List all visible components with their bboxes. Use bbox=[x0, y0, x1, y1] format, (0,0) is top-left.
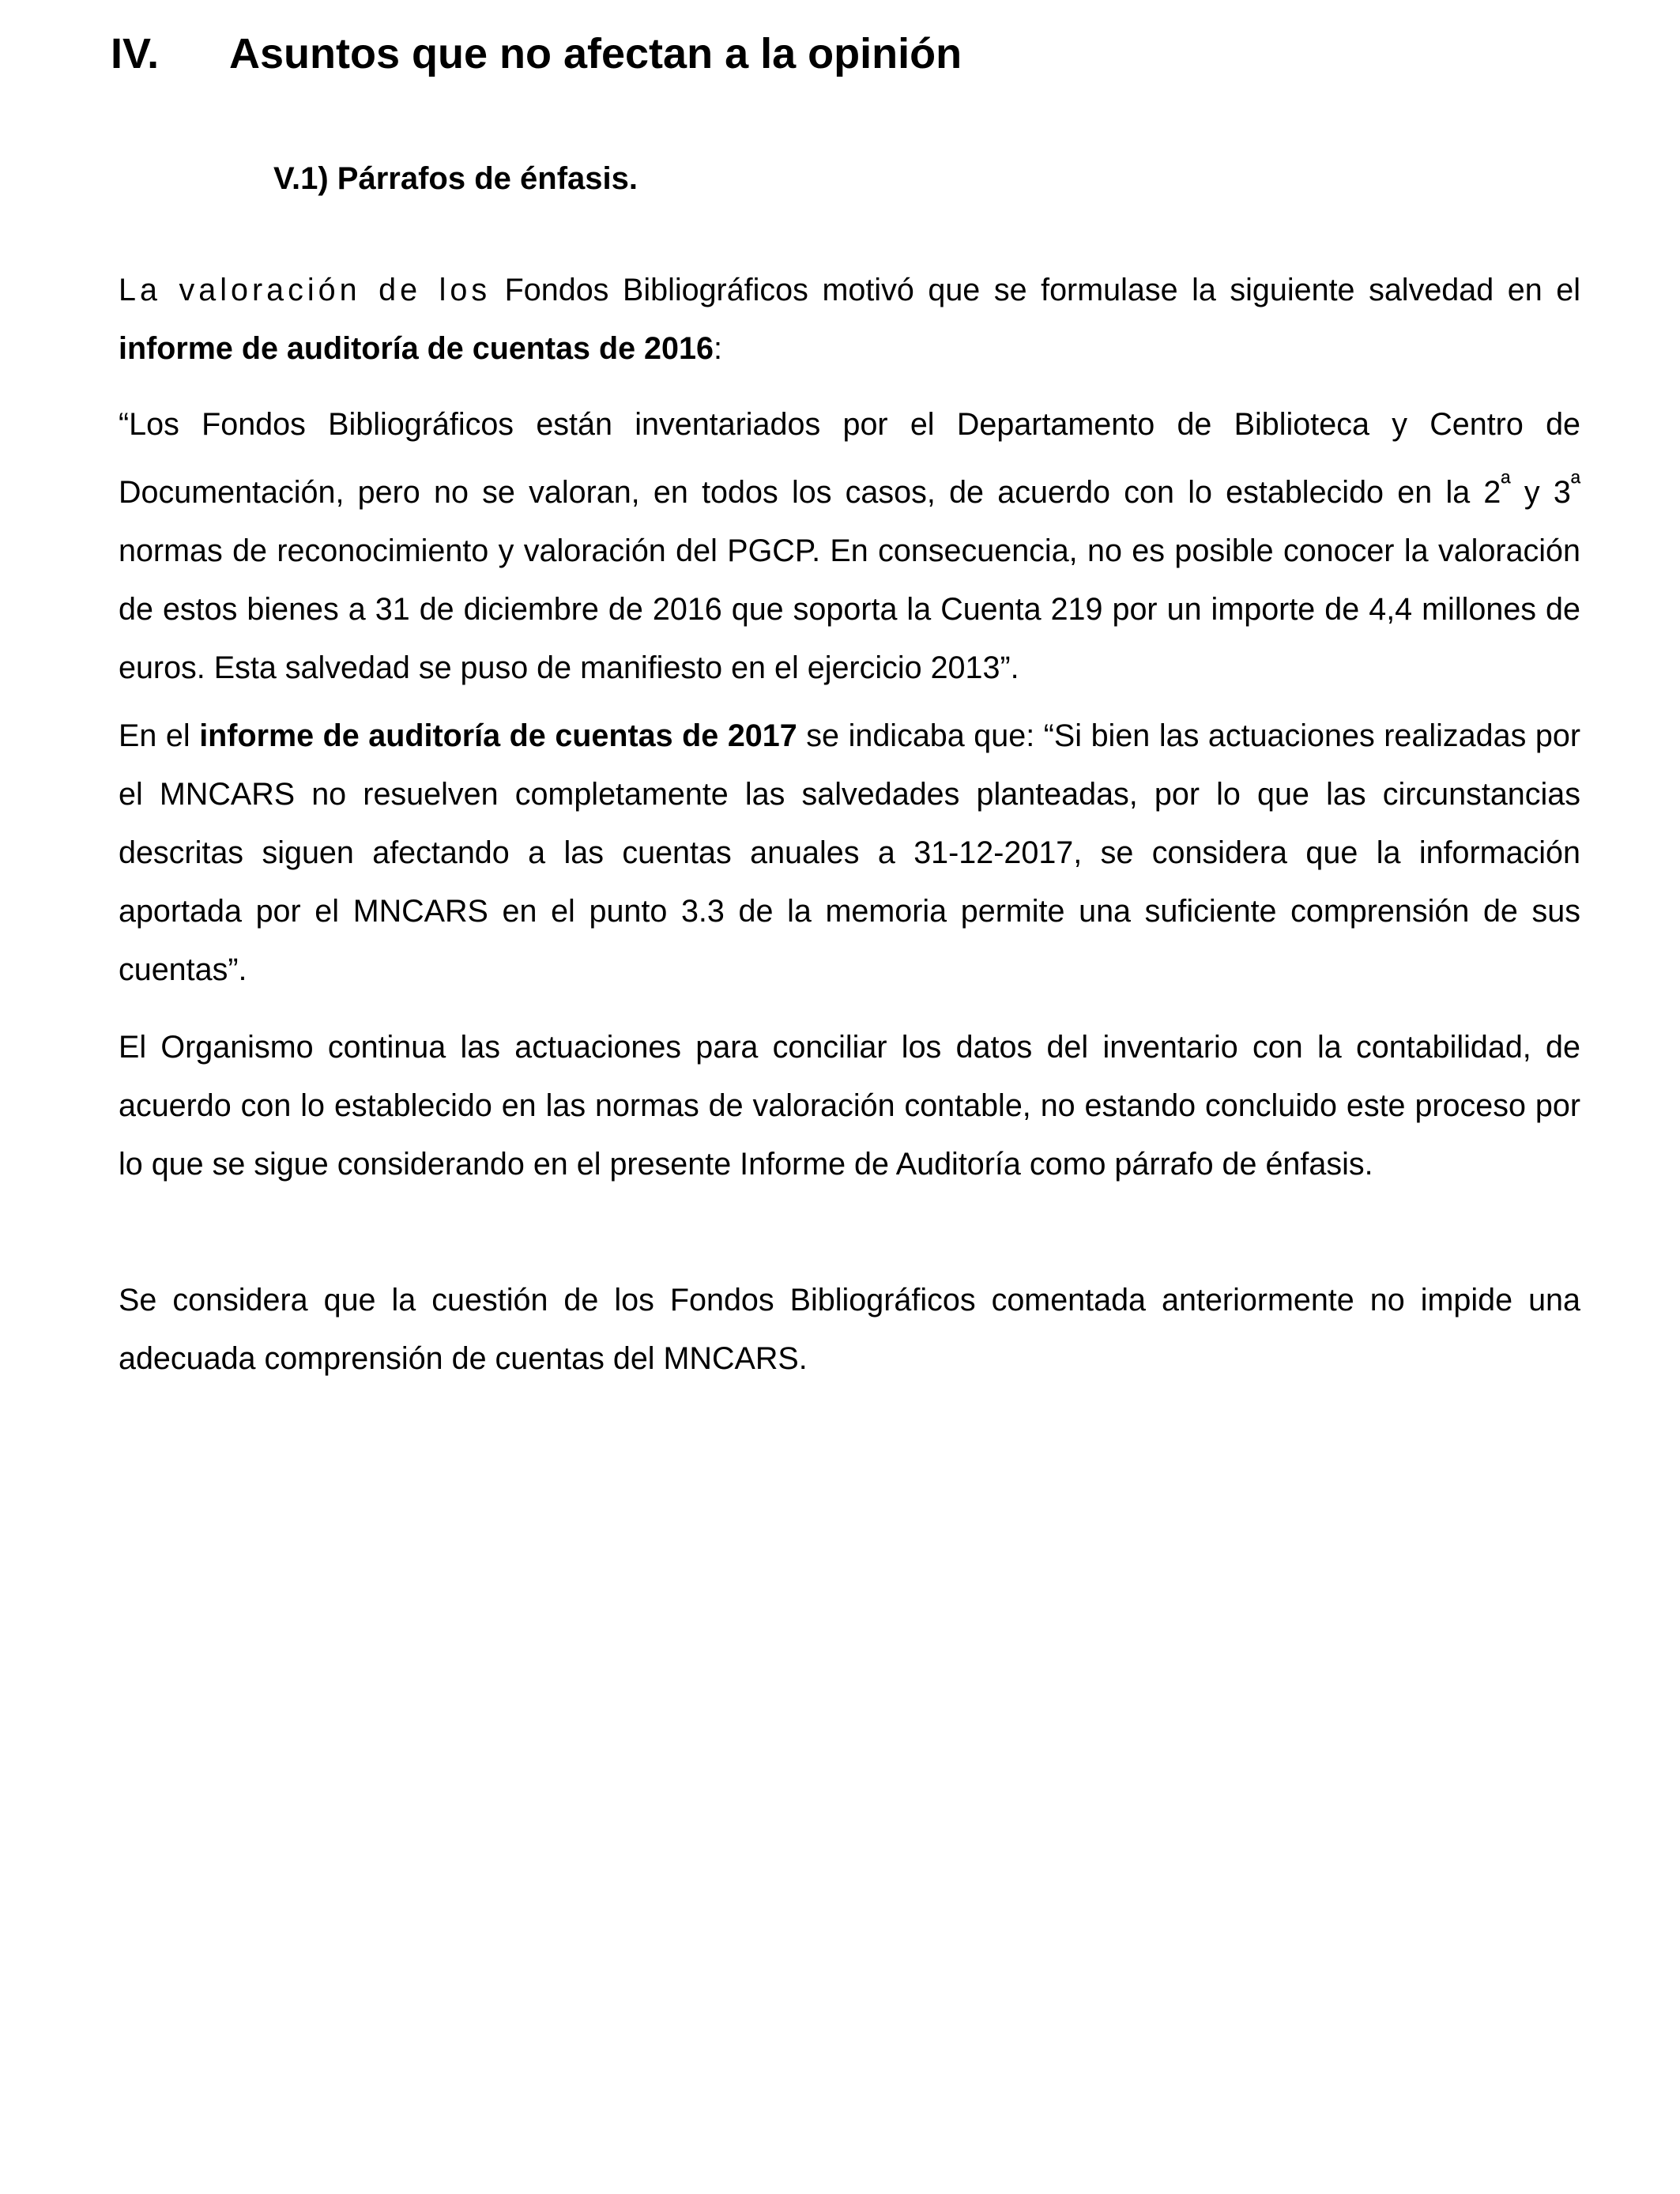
paragraph-intro-spaced: La valoración de los bbox=[119, 273, 492, 307]
paragraph-text: Fondos Bibliográficos motivó que se formulase la siguiente salvedad en el bbox=[491, 273, 1580, 307]
subsection-heading: V.1) Párrafos de énfasis. bbox=[273, 161, 638, 196]
paragraph-text: normas de reconocimiento y valoración del PGCP. En consecuencia, no es posible conocer la valoración de estos bienes a 31 de diciembre de 2016 que soporta la Cuenta 219 por un importe de 4,4 millones de euros. Esta salvedad se puso de manifiesto en el ejercicio 2013”. bbox=[119, 533, 1580, 686]
section-heading bbox=[111, 25, 962, 82]
ordinal-superscript: ª bbox=[1570, 468, 1580, 497]
section-title: Asuntos que no afectan a la opinión bbox=[229, 30, 962, 77]
paragraph-text: : bbox=[713, 331, 722, 366]
paragraph-text: se indicaba que: “Si bien las actuaciones realizadas por el MNCARS no resuelven completamente las salvedades planteadas, por lo que las circunstancias descritas siguen afectando a las cuentas anuales a 31-12-2017, se considera que la información aportada por el MNCARS en el punto 3.3 de la memoria permite una suficiente comprensión de sus cuentas”. bbox=[119, 718, 1580, 987]
paragraph-text: “Los Fondos Bibliográficos están inventariados por el Departamento de Biblioteca y Centro de Documentación, pero no se valoran, en todos los casos, de acuerdo con lo establecido en la 2 bbox=[119, 407, 1580, 511]
paragraph-organismo: El Organismo continua las actuaciones para conciliar los datos del inventario con la contabilidad, de acuerdo con lo establecido en las normas de valoración contable, no estando concluido este proceso por lo que se sigue considerando en el presente Informe de Auditoría como párrafo de énfasis. bbox=[119, 1030, 1580, 1182]
paragraph-informe-2017 bbox=[119, 707, 1580, 999]
paragraph-conclusion: Se considera que la cuestión de los Fondos Bibliográficos comentada anteriormente no impide una adecuada comprensión de cuentas del MNCARS. bbox=[119, 1283, 1580, 1376]
paragraph-bold-reference: informe de auditoría de cuentas de 2017 bbox=[199, 718, 797, 753]
paragraph-valoracion bbox=[119, 261, 1580, 378]
section-number: IV. bbox=[111, 30, 160, 77]
paragraph-text: y 3 bbox=[1510, 475, 1571, 511]
paragraph-quote-2016 bbox=[119, 395, 1580, 697]
paragraph-bold-reference: informe de auditoría de cuentas de 2016 bbox=[119, 331, 714, 366]
ordinal-superscript: ª bbox=[1501, 468, 1511, 497]
paragraph-text: En el bbox=[119, 718, 200, 753]
